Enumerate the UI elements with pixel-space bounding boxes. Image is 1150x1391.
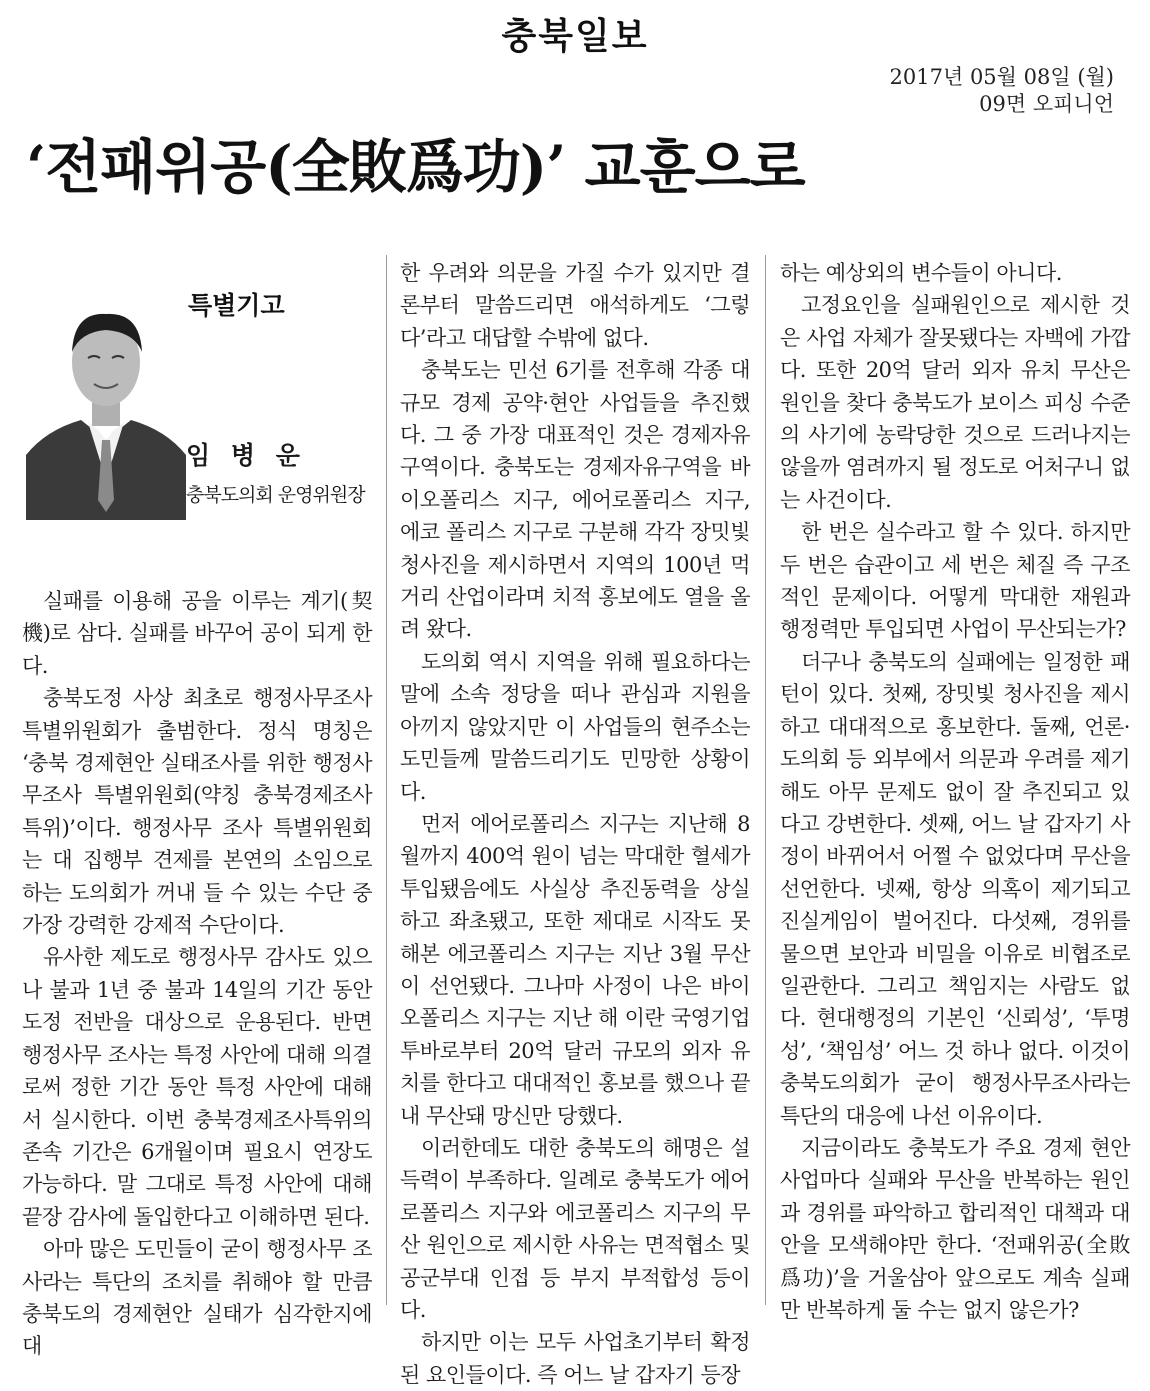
author-name: 임 병 운 bbox=[186, 441, 306, 470]
paragraph: 하지만 이는 모두 사업초기부터 확정된 요인들이다. 즉 어느 날 갑자기 등장 bbox=[400, 1330, 750, 1387]
paragraph: 이러한데도 대한 충북도의 해명은 설득력이 부족하다. 일례로 충북도가 에어로폴리스 지구와 에코폴리스 지구의 무산 원인으로 제시한 사유는 면적협소 및 공군부대 인접 등 부지 부적합성 등이다. bbox=[400, 1135, 750, 1322]
paragraph: 먼저 에어로폴리스 지구는 지난해 8월까지 400억 원이 넘는 막대한 혈세가 투입됐음에도 사실상 추진동력을 상실하고 좌초됐고, 또한 제대로 시작도 못해본 에코폴리스 지구는 지난 3월 무산이 선언됐다. 그나마 사정이 나은 바이오폴리스 지구는 지난 해 이란 국영기업 투바로부터 20억 달러 규모의 외자 유치를 한다고 대대적인 홍보를 했으나 끝내 무산돼 망신만 당했다. bbox=[400, 811, 750, 1128]
paragraph: 유사한 제도로 행정사무 감사도 있으나 불과 1년 중 불과 14일의 기간 동안 도정 전반을 대상으로 운용된다. 반면 행정사무 조사는 특정 사안에 대해 의결로써 정한 기간 동안 특정 사안에 대해서 실시한다. 이번 충북경제조사특위의 존속 기간은 6개월이며 필요시 연장도 가능하다. 말 그대로 특정 사안에 대해 끝장 감사에 돌입한다고 이해하면 된다. bbox=[22, 945, 372, 1229]
author-title: 충북도의회 운영위원장 bbox=[186, 484, 365, 506]
newspaper-masthead: 충북일보 bbox=[501, 16, 649, 57]
column-divider bbox=[386, 255, 387, 1305]
paragraph: 충북도는 민선 6기를 전후해 각종 대규모 경제 공약·현안 사업들을 추진했다. 그 중 가장 대표적인 것은 경제자유구역이다. 충북도는 경제자유구역을 바이오폴리스 지구, 에어로폴리스 지구, 에코 폴리스 지구로 구분해 각각 장밋빛 청사진을 제시하면서 지역의 100년 먹거리 산업이라며 치적 홍보에도 열을 올려 왔다. bbox=[400, 358, 750, 642]
paragraph-continued: 하는 예상외의 변수들이 아니다. bbox=[780, 261, 1062, 285]
paragraph-continued: 한 우려와 의문을 가질 수가 있지만 결론부터 말씀드리면 애석하게도 ‘그렇다’라고 대답할 수밖에 없다. bbox=[400, 261, 750, 350]
publication-date: 2017년 05월 08일 (월) bbox=[889, 65, 1114, 89]
byline-box bbox=[18, 258, 378, 538]
author-portrait-image bbox=[26, 280, 186, 520]
paragraph: 고정요인을 실패원인으로 제시한 것은 사업 자체가 잘못됐다는 자백에 가깝다. 또한 20억 달러 외자 유치 무산은 원인을 찾다 충북도가 보이스 피싱 수준의 사기에 농락당한 것으로 드러나지는 않을까 염려까지 될 정도로 어처구니 없는 사건이다. bbox=[780, 293, 1130, 512]
column-divider bbox=[765, 255, 766, 1305]
article-headline: ‘전패위공(全敗爲功)’ 교훈으로 bbox=[26, 133, 805, 201]
paragraph: 충북도정 사상 최초로 행정사무조사 특별위원회가 출범한다. 정식 명칭은 ‘충북 경제현안 실태조사를 위한 행정사무조사 특별위원회(약칭 충북경제조사특위)’이다. 행정사무 조사 특별위원회는 대 집행부 견제를 본연의 소임으로 하는 도의회가 꺼내 들 수 있는 수단 중 가장 강력한 강제적 수단이다. bbox=[22, 686, 372, 938]
article-kicker: 특별기고 bbox=[188, 291, 285, 320]
paragraph: 아마 많은 도민들이 굳이 행정사무 조사라는 특단의 조치를 취해야 할 만큼 충북도의 경제현안 실태가 심각한지에 대 bbox=[22, 1237, 372, 1359]
paragraph: 도의회 역시 지역을 위해 필요하다는 말에 소속 정당을 떠나 관심과 지원을 아끼지 않았지만 이 사업들의 현주소는 도민들께 말씀드리기도 민망한 상황이다. bbox=[400, 649, 750, 804]
page-section: 09면 오피니언 bbox=[979, 92, 1114, 116]
article-column-1 bbox=[22, 585, 372, 1363]
author-photo bbox=[26, 280, 186, 520]
article-column-3 bbox=[780, 257, 1130, 1326]
paragraph: 더구나 충북도의 실패에는 일정한 패턴이 있다. 첫째, 장밋빛 청사진을 제시하고 대대적으로 홍보한다. 둘째, 언론·도의회 등 외부에서 의문과 우려를 제기해도 아무 문제도 없이 잘 추진되고 있다고 강변한다. 셋째, 어느 날 갑자기 사정이 바뀌어서 어쩔 수 없었다며 무산을 선언한다. 넷째, 항상 의혹이 제기되고 진실게임이 벌어진다. 다섯째, 경위를 물으면 보안과 비밀을 이유로 비협조로 일관한다. 그리고 책임지는 사람도 없다. 현대행정의 기본인 ‘신뢰성’, ‘투명성’, ‘책임성’ 어느 것 하나 없다. 이것이 충북도의회가 굳이 행정사무조사라는 특단의 대응에 나선 이유이다. bbox=[780, 649, 1130, 1128]
paragraph: 지금이라도 충북도가 주요 경제 현안 사업마다 실패와 무산을 반복하는 원인과 경위를 파악하고 합리적인 대책과 대안을 모색해야만 한다. ‘전패위공(全敗爲功)’을 거울삼아 앞으로도 계속 실패만 반복하게 둘 수는 없지 않은가? bbox=[780, 1135, 1130, 1322]
article-column-2 bbox=[400, 257, 750, 1391]
paragraph: 실패를 이용해 공을 이루는 계기(契機)로 삼다. 실패를 바꾸어 공이 되게 한다. bbox=[22, 589, 372, 678]
dateline bbox=[890, 64, 1114, 118]
paragraph: 한 번은 실수라고 할 수 있다. 하지만 두 번은 습관이고 세 번은 체질 즉 구조적인 문제이다. 어떻게 막대한 재원과 행정력만 투입되면 사업이 무산되는가? bbox=[780, 520, 1130, 642]
